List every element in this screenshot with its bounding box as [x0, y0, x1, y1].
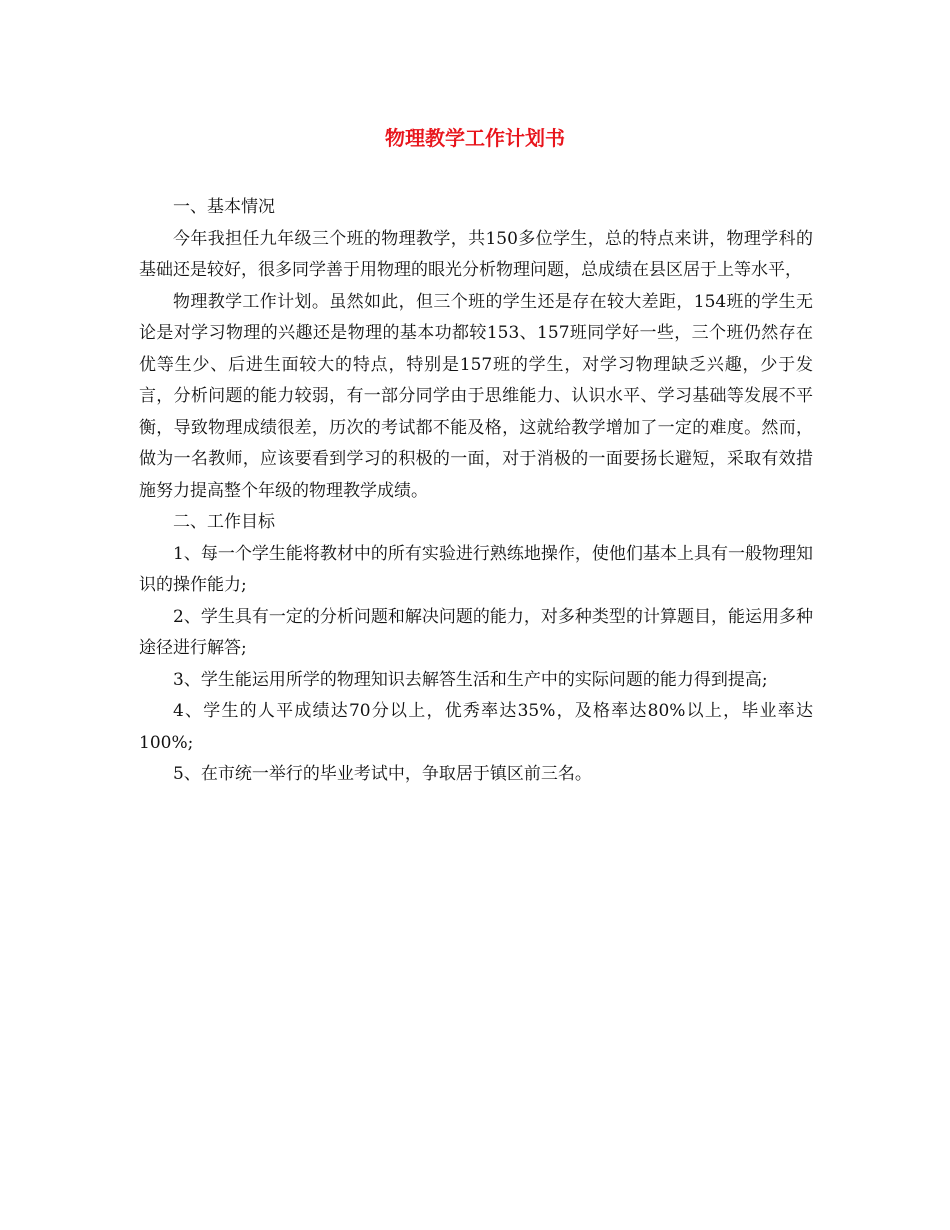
paragraph-class-differences: 物理教学工作计划。虽然如此，但三个班的学生还是存在较大差距，154班的学生无论是对学习物理的兴趣还是物理的基本功都较153、157班同学好一些，三个班仍然存在优等生少、后进生面较大的特点，特别是157班的学生，对学习物理缺乏兴趣，少于发言，分析问题的能力较弱，有一部分同学由于思维能力、认识水平、学习基础等发展不平衡，导致物理成绩很差，历次的考试都不能及格，这就给教学增加了一定的难度。然而，做为一名教师，应该要看到学习的积极的一面，对于消极的一面要扬长避短，采取有效措施努力提高整个年级的物理教学成绩。	[139, 291, 813, 501]
paragraph-overview: 今年我担任九年级三个班的物理教学，共150多位学生，总的特点来讲，物理学科的基础还是较好，很多同学善于用物理的眼光分析物理问题，总成绩在县区居于上等水平，	[139, 228, 813, 280]
goal-item-4: 4、学生的人平成绩达70分以上，优秀率达35%，及格率达80%以上，毕业率达100%;	[139, 701, 813, 753]
document-body	[139, 192, 813, 791]
section-heading-work-goals: 二、工作目标	[173, 512, 275, 532]
document-title: 物理教学工作计划书	[385, 126, 565, 150]
section-heading-basic-situation: 一、基本情况	[173, 197, 275, 217]
goal-item-5: 5、在市统一举行的毕业考试中，争取居于镇区前三名。	[173, 764, 592, 784]
goal-item-3: 3、学生能运用所学的物理知识去解答生活和生产中的实际问题的能力得到提高;	[173, 669, 768, 690]
goal-item-2: 2、学生具有一定的分析问题和解决问题的能力，对多种类型的计算题目，能运用多种途径进行解答;	[139, 606, 813, 658]
goal-item-1: 1、每一个学生能将教材中的所有实验进行熟练地操作，使他们基本上具有一般物理知识的操作能力;	[139, 543, 813, 595]
